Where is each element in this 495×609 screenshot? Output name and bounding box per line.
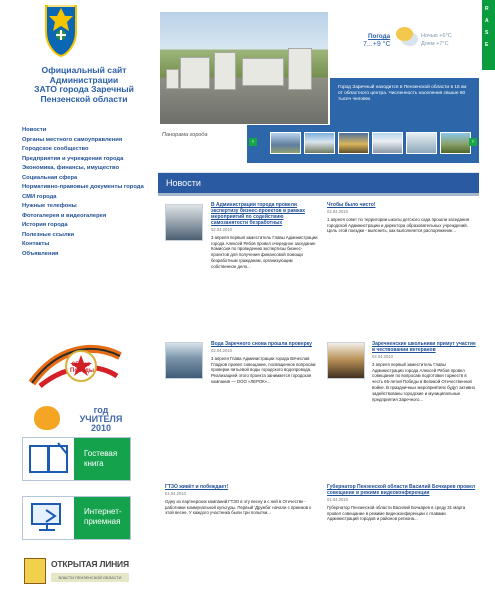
city-info-panel: Город Заречный находится в Пензенской области в 15 км от областного центра. Численность населения свыше 60 тысяч человек [330, 78, 479, 128]
nav-social[interactable]: Социальная сфера [22, 174, 78, 181]
news-item-5 [165, 484, 317, 516]
news-excerpt-4: 3 апреля первый заместитель Главы Администрации города Алексей Рябов провел совещание по вопросам подготовки торжеств в честь 65-летия Победы в Великой Отечественной войне. В праздничных мероприятиях будут активно задействованы городские и муниципальные предприятия Заречного... [372, 361, 476, 402]
rail-letter-r: R [485, 6, 489, 12]
panorama-caption: Панорама города [162, 132, 208, 138]
news-thumbnail-3[interactable] [327, 342, 365, 379]
nav-links[interactable]: Полезные ссылки [22, 231, 75, 238]
left-arrow-icon[interactable]: ‹ [249, 138, 257, 146]
nav-city-community[interactable]: Городское сообщество [22, 146, 89, 152]
photo-carousel [247, 125, 479, 163]
news-headline-4[interactable]: Заречненские школьники примут участие в чествовании ветеранов [372, 341, 476, 353]
teacher-year-banner[interactable] [22, 404, 131, 431]
nav-documents[interactable]: Нормативно-правовые документы города [22, 184, 144, 190]
news-header-divider [158, 193, 479, 196]
news-headline-3[interactable]: Вода Заречного снова прошла проверку [211, 341, 312, 347]
guestbook-banner[interactable] [22, 437, 131, 481]
rail-letter-s: S [485, 30, 489, 36]
news-date-2: 02.04.2010 [327, 209, 348, 214]
news-excerpt-1: 3 апреля первый заместитель Главы Администрации города Алексей Рябов провел очередное заседание Комиссии по проведению экспертизы бизнес-проектов для получения финансовой помощи безработным гражданам, организующим собственное дело... [211, 234, 318, 269]
nav-gallery[interactable]: Фотогалерея и видеогалерея [22, 212, 107, 219]
news-item-2 [327, 202, 476, 234]
city-panorama-photo [160, 12, 328, 124]
carousel-photo-3[interactable] [338, 132, 369, 154]
site-title [20, 66, 148, 104]
nav-history[interactable]: История города [22, 222, 68, 228]
internet-reception-label: Интернет-приемная [84, 507, 122, 526]
left-spacer [0, 0, 16, 609]
victory-banner[interactable] [22, 338, 131, 398]
nav-news[interactable]: Новости [22, 127, 47, 133]
regional-emblem-icon [24, 558, 46, 584]
news-section-title: Новости [166, 178, 201, 188]
weather-widget [334, 12, 479, 77]
news-excerpt-6: Губернатор Пензенской области Василий Бочкарев в среду 31 марта провел совещание в режиме видеоконференции с главами Администраций городов и районов региона... [327, 504, 466, 522]
carousel-photo-2[interactable] [304, 132, 335, 154]
nav-economy[interactable]: Экономика, финансы, имущество [22, 165, 120, 171]
green-right-rail [482, 0, 495, 70]
rail-letter-a: A [485, 18, 489, 24]
news-headline-1[interactable]: В Администрации города провели экспертизу бизнес-проектов в рамках мероприятий по содействию самозанятости безработных [211, 202, 306, 226]
carousel-photo-5[interactable] [406, 132, 437, 154]
news-excerpt-2: 1 апреля совет по территории школы детского сада прошли заседания городской Администрации и директора образовательных учреждений. Цель этой поездки - выяснить, как выполняется распоряжение... [327, 216, 470, 234]
open-line-label: ОТКРЫТАЯ ЛИНИЯ [51, 559, 129, 569]
city-coat-of-arms-logo [44, 4, 78, 58]
guestbook-icon [23, 438, 74, 480]
news-thumbnail-1[interactable] [165, 204, 203, 241]
news-item-1 [211, 202, 319, 270]
news-date-5: 01.04.2010 [165, 491, 186, 496]
guestbook-label: Гостевая книга [84, 449, 118, 468]
nav-local-government[interactable]: Органы местного самоуправления [22, 136, 123, 143]
nav-media[interactable]: СМИ города [22, 193, 57, 200]
carousel-photo-4[interactable] [372, 132, 403, 154]
news-section-header [158, 172, 479, 193]
internet-reception-banner[interactable] [22, 496, 131, 540]
weather-day: Днем +7°С [421, 41, 449, 47]
teacher-year-label: год УЧИТЕЛЯ 2010 [79, 405, 123, 433]
news-headline-6[interactable]: Губернатор Пензенской области Василий Бочкарев провел совещание в режиме видеоконференции [327, 484, 476, 496]
news-headline-5[interactable]: ГТЗО живёт и побеждает! [165, 484, 229, 490]
site-title-line-2: Администрации [49, 74, 119, 85]
news-date-4: 02.04.2010 [372, 354, 393, 359]
news-date-3: 02.04.2010 [211, 348, 232, 353]
sun-cloud-icon [396, 27, 413, 41]
news-item-3 [211, 341, 319, 385]
open-line-banner[interactable] [22, 555, 131, 597]
nav-contacts[interactable]: Контакты [22, 241, 50, 247]
news-excerpt-3: 3 апреля Глава Администрации города Вячеслав Гладков провел совещание, посвященное вопросам проверки питьевой воды городского водопровода. Реализацией этого проекта занимается городская компания — ООО «ЛЕРОК»... [211, 355, 316, 384]
news-item-4 [372, 341, 476, 402]
news-excerpt-5: Одну из партнерских компаний ГТЗО в эту весну и с ней в Отечестве - работники коммунальной культуры. Первый 'Дружба' начали с приемов к этой весне. У каждого участника были три попытки... [165, 498, 312, 516]
weather-link[interactable]: Погода [368, 33, 391, 40]
right-arrow-icon[interactable]: › [469, 138, 477, 146]
nav-companies[interactable]: Предприятия и учреждения города [22, 155, 124, 162]
carousel-photo-1[interactable] [270, 132, 301, 154]
news-item-6 [327, 484, 476, 522]
main-navigation [22, 127, 152, 260]
nav-announcements[interactable]: Объявления [22, 250, 59, 257]
carousel-photo-6[interactable] [440, 132, 471, 154]
news-thumbnail-2[interactable] [165, 342, 203, 379]
weather-forecast [421, 32, 452, 48]
news-date-6: 01.04.2010 [327, 497, 348, 502]
weather-night: Ночью +6°С [421, 33, 452, 39]
news-date-1: 02.04.2010 [211, 227, 232, 232]
rail-letter-e: E [485, 42, 489, 48]
site-title-line-4: Пензенской области [40, 93, 128, 104]
open-line-sublabel: ВЛАСТИ ПЕНЗЕНСКОЙ ОБЛАСТИ [51, 573, 129, 582]
victory-banner-label: 65 лет Победы [70, 362, 94, 374]
news-headline-2[interactable]: Чтобы было чисто! [327, 202, 376, 208]
site-title-line-3: ЗАТО города Заречный [34, 84, 134, 94]
monitor-mail-icon [23, 497, 74, 539]
teacher-year-icon [34, 406, 60, 430]
nav-phones[interactable]: Нужные телефоны [22, 203, 77, 209]
weather-temperature: 7...+9 °С [363, 41, 391, 48]
site-title-line-1: Официальный сайт [41, 65, 127, 75]
